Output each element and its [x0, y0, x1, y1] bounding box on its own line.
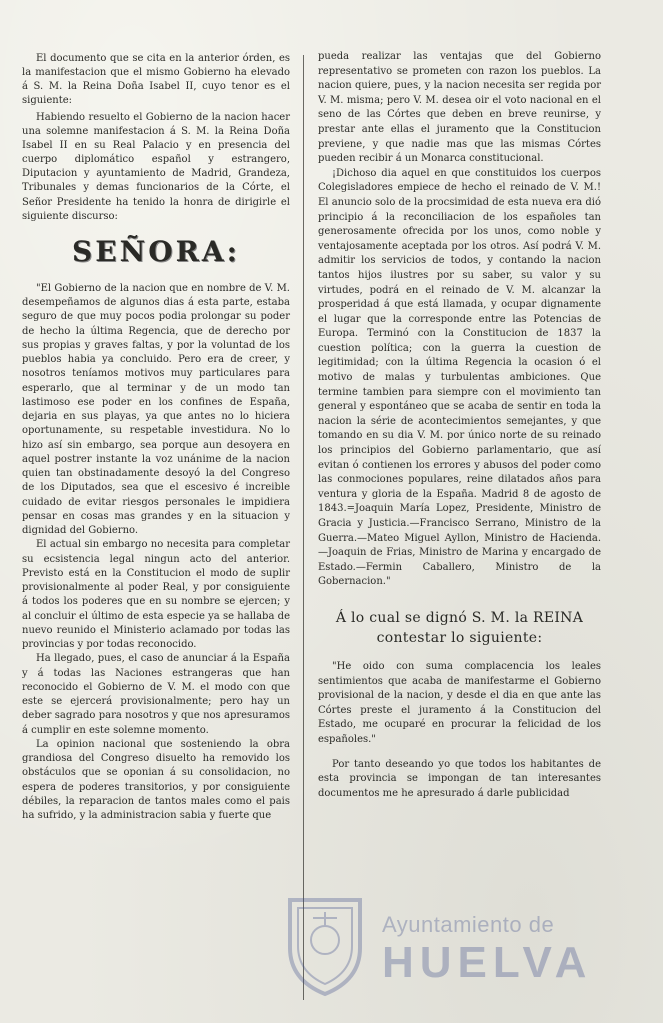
left-column	[22, 52, 290, 823]
reply-heading-line1: Á lo cual se dignó S. M. la REINA	[335, 609, 584, 626]
speech-paragraph-2: El actual sin embargo no necesita para completar su ecsistencia legal ningun acto del anterior. Previsto está en la Constitucion el modo de suplir provisionalmente al poder Real, y por consiguiente á todos los poderes que en su nombre se ejercen; y al concluir el último de esta especie ya se hallaba de nuevo reunido el Ministerio aclamado por todas las provincias y por todas reconocido.	[22, 539, 290, 651]
queen-reply-quote: "He oido con suma complacencia los leales sentimientos que acaba de manifestarme el Gobierno provisional de la nacion, y desde el dia en que ante las Córtes preste el juramento á la Constitucion del Estado, me ocuparé en procurar la felicidad de los españoles."	[318, 660, 601, 745]
coat-of-arms-icon	[280, 888, 370, 998]
closing-paragraph: Por tanto deseando yo que todos los habitantes de esta provincia se impongan de tan interesantes documentos me he apresurado á darle publicidad	[318, 758, 601, 799]
salutation-heading: SEÑORA:	[72, 234, 240, 268]
speech-final-paragraph: ¡Dichoso dia aquel en que constituidos los cuerpos Colegisladores empiece de hecho el reinado de V. M.! El anuncio solo de la procsimidad de esta nueva era dió principio á la reconciliacion de los españoles tan generosamente ofrecida por los unos, como noble y ventajosamente aceptada por los otros. Así podrá V. M. admitir los servicios de todos, y contando la nacion tantos hijos ilustres por su saber, su valor y su virtudes, podrá en el reinado de V. M. alcanzar la prosperidad á que está llamada, y ocupar dignamente el lugar que la corresponde entre las Potencias de Europa. Terminó con la Constitucion de 1837 la cuestion política; con la guerra la cuestion de legitimidad; con la última Regencia la ocasion ó el motivo de malas y turbulentas ambiciones. Que termine tambien para siempre con el movimiento tan general y espontáneo que se acaba de sentir en toda la nacion la série de acontecimientos semejantes, y que tomando en su dia V. M. por único norte de su reinado los principios del Gobierno parlamentario, que así evitan ó contienen los errores y abusos del poder como las conmociones populares, reine dilatados años para ventura y gloria de la España. Madrid 8 de agosto de 1843.=Joaquin María Lopez, Presidente, Ministro de Gracia y Justicia.—Francisco Serrano, Ministro de la Guerra.—Mateo Miguel Ayllon, Ministro de Hacienda.—Joaquin de Frias, Ministro de Marina y encargado de Estado.—Fermin Caballero, Ministro de la Gobernacion."	[318, 167, 601, 588]
watermark-line2: HUELVA	[382, 938, 593, 987]
speech-paragraph-1: "El Gobierno de la nacion que en nombre de V. M. desempeñamos de algunos dias á esta parte, estaba seguro de que muy pocos podia prolongar su poder de hecho la última Regencia, que de derecho por sus propias y graves faltas, y por la voluntad de los pueblos habia ya concluido. Pero era de creer, y nosotros teníamos motivos muy particulares para esperarlo, que al terminar y de un modo tan lastimoso ese poder en los confines de España, dejaria en sus playas, ya que antes no lo hiciera oportunamente, su respetable investidura. No lo hizo así sin embargo, sea porque aun desoyera en aquel postrer instante la voz unánime de la nacion quien tan obstinadamente desoyó la del Congreso de los Diputados, sea que el escesivo é increible cuidado de evitar riesgos personales le impidiera pensar en cosas mas grandes y en la situacion y dignidad del Gobierno.	[22, 282, 290, 537]
speech-paragraph-3: Ha llegado, pues, el caso de anunciar á la España y á todas las Naciones estrangeras que han reconocido el Gobierno de V. M. el modo con que este se ejercerá provisionalmente; pero hay un deber sagrado para nosotros y que nos apresuramos á cumplir en este solemne momento.	[22, 653, 290, 736]
reply-heading-line2: contestar lo siguiente:	[376, 629, 543, 646]
preamble-paragraph: Habiendo resuelto el Gobierno de la nacion hacer una solemne manifestacion á S. M. la Reina Doña Isabel II en su Real Palacio y en presencia del cuerpo diplomático español y estrangero, Diputacion y ayuntamiento de Madrid, Grandeza, Tribunales y demas funcionarios de la Córte, el Señor Presidente ha tenido la honra de dirigirle el siguiente discurso:	[22, 111, 290, 222]
watermark-line1: Ayuntamiento de	[382, 912, 555, 937]
intro-paragraph: El documento que se cita en la anterior órden, es la manifestacion que el mismo Gobierno ha elevado á S. M. la Reina Doña Isabel II, cuyo tenor es el siguiente:	[22, 53, 290, 107]
speech-paragraph-4: La opinion nacional que sosteniendo la obra grandiosa del Congreso disuelto ha removido los obstáculos que se oponian á su consolidacion, no espera de poderes transitorios, y por consiguiente débiles, la reparacion de tantos males como el pais ha sufrido, y la administracion sabia y fuerte que	[22, 738, 290, 822]
right-column	[318, 50, 601, 801]
speech-continuation: pueda realizar las ventajas que del Gobierno representativo se prometen con razon los pueblos. La nacion quiere, pues, y la nacion necesita ser regida por V. M. misma; pero V. M. desea oir el voto nacional en el seno de las Córtes que deben en breve reunirse, y prestar ante ellas el juramento que la Constitucion previene, y que nadie mas que las mismas Córtes pueden recibir á un Monarca constitucional.	[318, 51, 601, 165]
column-divider	[303, 55, 304, 1000]
archive-watermark	[270, 888, 630, 1008]
